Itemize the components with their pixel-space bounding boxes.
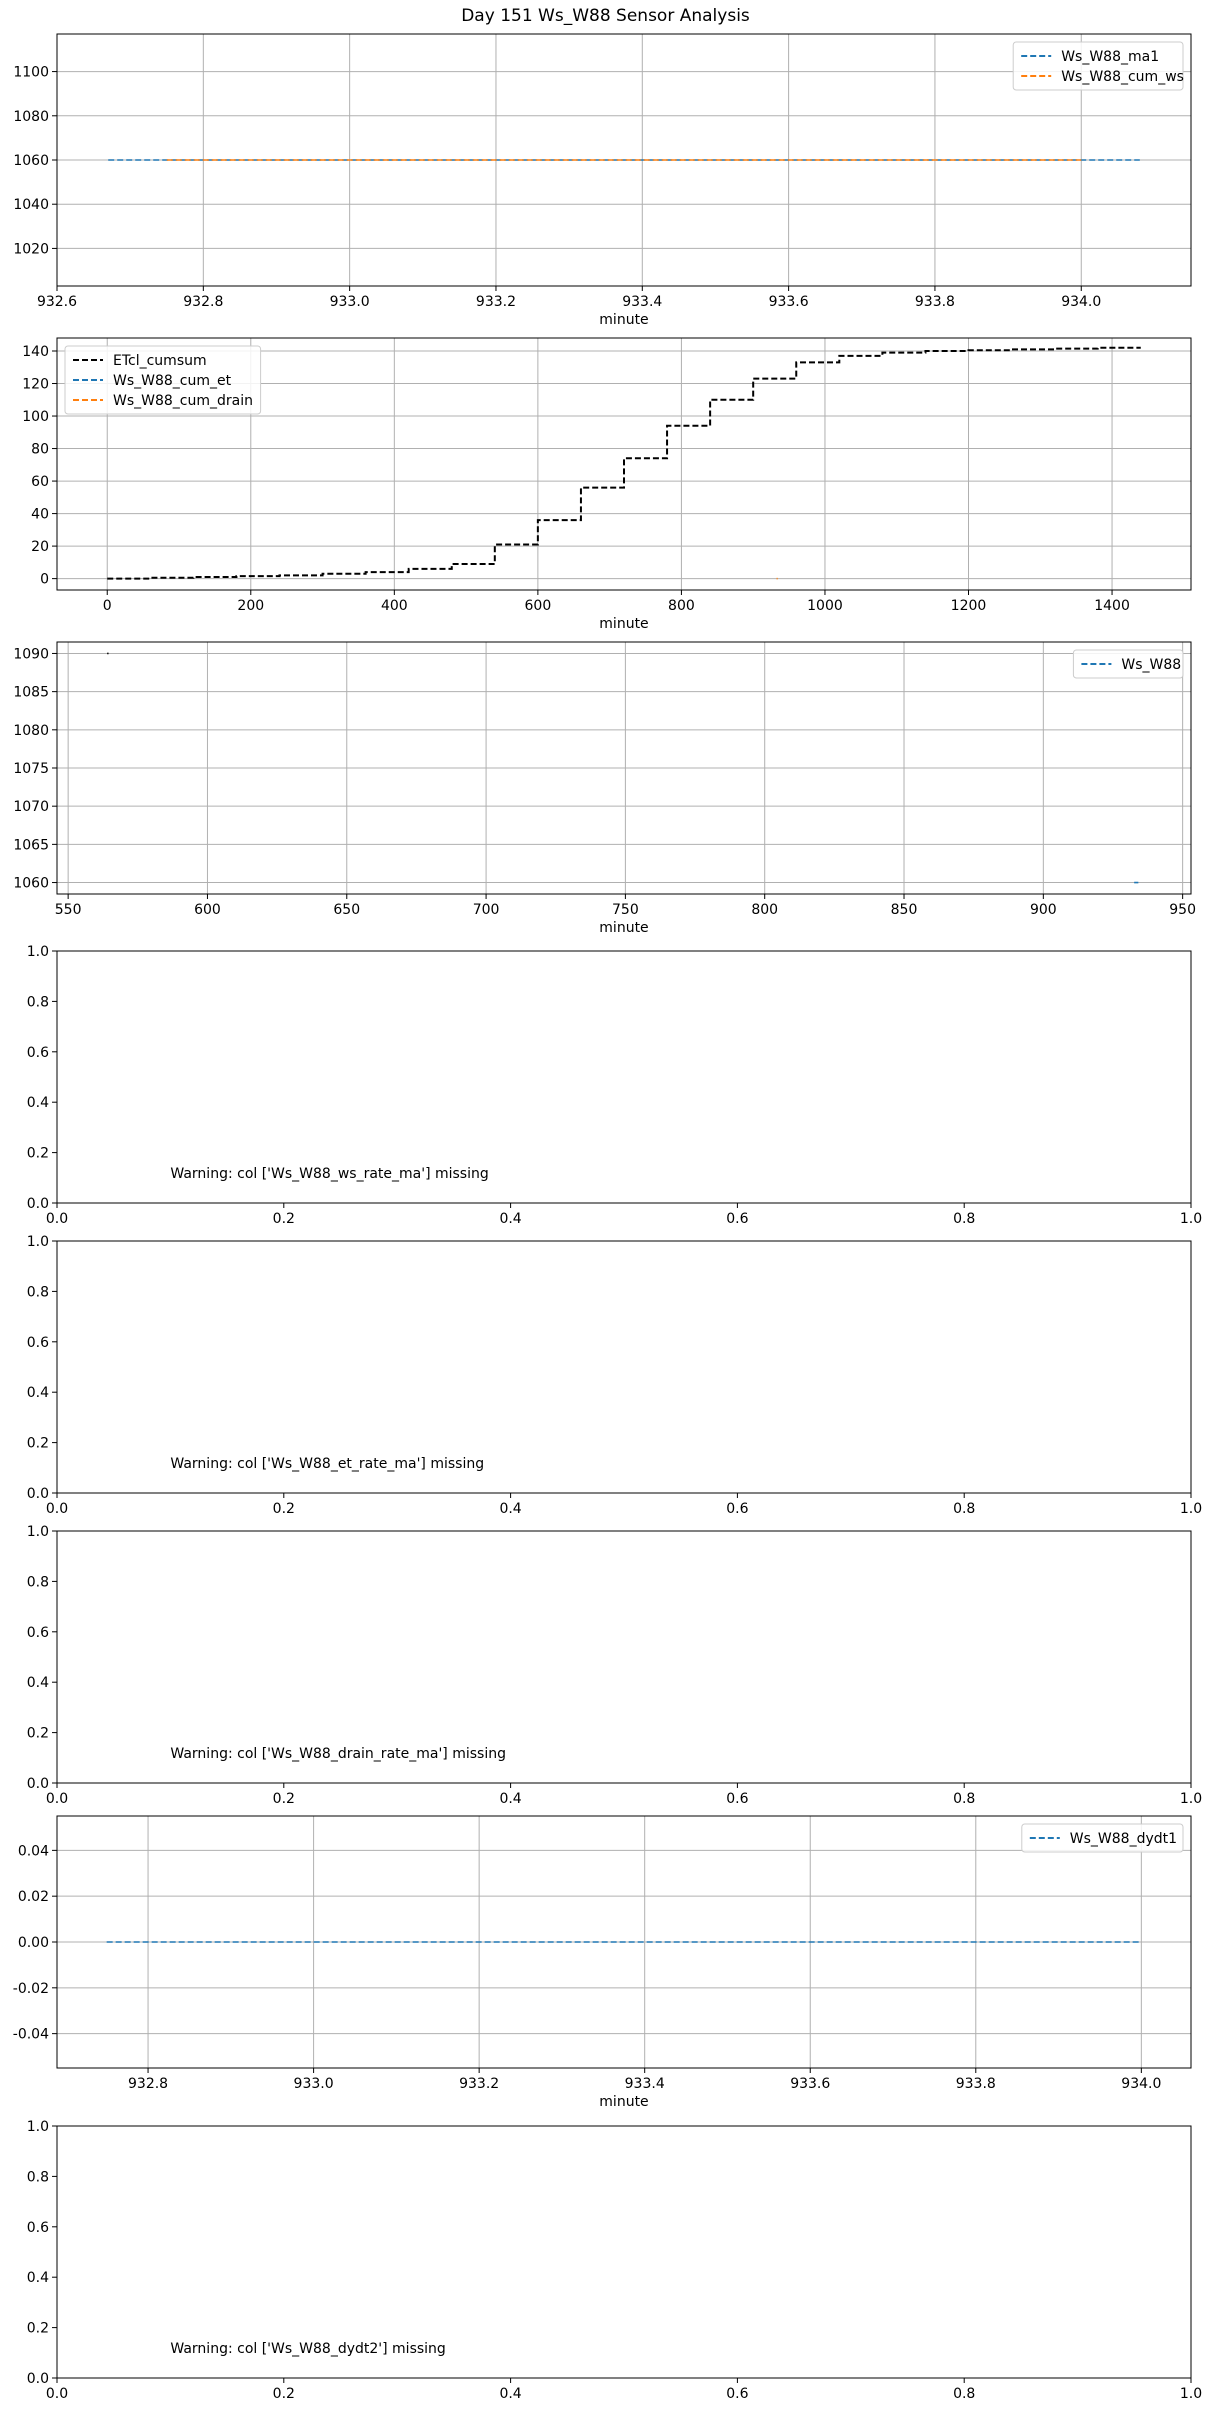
x-tick-label: 1400 bbox=[1094, 598, 1130, 614]
x-tick-label: 933.6 bbox=[790, 2076, 831, 2092]
x-tick-label: 800 bbox=[668, 598, 695, 614]
legend-label: Ws_W88_cum_drain bbox=[113, 393, 253, 409]
x-tick-label: 0.6 bbox=[726, 2386, 749, 2402]
y-tick-label: 0.00 bbox=[17, 1935, 49, 1951]
y-tick-label: 1020 bbox=[13, 241, 49, 258]
y-tick-label: 1080 bbox=[13, 108, 49, 125]
x-tick-label: 933.8 bbox=[914, 294, 955, 310]
x-tick-label: 933.2 bbox=[475, 294, 517, 310]
x-tick-label: 932.6 bbox=[36, 294, 78, 310]
x-tick-label: 0.6 bbox=[726, 1791, 749, 1807]
x-tick-label: 1.0 bbox=[1179, 1211, 1203, 1227]
y-tick-label: 0.0 bbox=[26, 1486, 49, 1502]
y-tick-label: 0.6 bbox=[26, 1334, 49, 1351]
x-tick-label: 0.0 bbox=[45, 1501, 69, 1517]
legend-label: ETcl_cumsum bbox=[113, 353, 207, 369]
x-tick-label: 933.2 bbox=[459, 2076, 500, 2092]
y-tick-label: 60 bbox=[31, 474, 49, 491]
x-tick-label: 600 bbox=[524, 598, 552, 614]
warning-annotation: Warning: col ['Ws_W88_dydt2'] missing bbox=[170, 2340, 446, 2357]
y-tick-label: 40 bbox=[31, 506, 49, 523]
series-line bbox=[107, 348, 1141, 579]
x-tick-label: 934.0 bbox=[1061, 294, 1102, 310]
x-tick-label: 0.0 bbox=[45, 1211, 69, 1227]
warning-annotation: Warning: col ['Ws_W88_drain_rate_ma'] missing bbox=[170, 1745, 507, 1762]
x-tick-label: 0.8 bbox=[953, 1501, 976, 1517]
x-tick-label: 933.0 bbox=[293, 2076, 334, 2092]
warning-annotation: Warning: col ['Ws_W88_et_rate_ma'] missing bbox=[170, 1455, 485, 1472]
x-tick-label: 0.2 bbox=[272, 1211, 295, 1227]
x-tick-label: 932.8 bbox=[183, 294, 224, 310]
legend-label: Ws_W88_cum_et bbox=[113, 373, 232, 389]
legend bbox=[1073, 650, 1183, 678]
x-tick-label: 850 bbox=[890, 902, 918, 918]
x-tick-label: 0 bbox=[102, 598, 112, 614]
y-tick-label: 0.6 bbox=[26, 1044, 49, 1061]
y-tick-label: 100 bbox=[22, 409, 49, 426]
y-tick-label: 0.8 bbox=[26, 2169, 49, 2186]
x-tick-label: 0.8 bbox=[953, 2386, 976, 2402]
y-tick-label: -0.02 bbox=[12, 1980, 49, 1997]
y-tick-label: 1070 bbox=[13, 799, 49, 816]
y-tick-label: 0.4 bbox=[26, 1385, 49, 1402]
x-tick-label: 933.8 bbox=[955, 2076, 996, 2092]
y-tick-label: 0.2 bbox=[26, 1725, 49, 1742]
y-tick-label: 1040 bbox=[13, 197, 49, 214]
legend-label: Ws_W88_ma1 bbox=[1061, 49, 1160, 65]
legend-label: Ws_W88 bbox=[1121, 657, 1182, 673]
y-tick-label: 0.4 bbox=[26, 2270, 49, 2287]
x-tick-label: 200 bbox=[237, 598, 265, 614]
y-tick-label: 1.0 bbox=[26, 1234, 49, 1250]
legend bbox=[1013, 42, 1184, 90]
y-tick-label: 1060 bbox=[13, 875, 49, 892]
x-tick-label: 0.2 bbox=[272, 1791, 295, 1807]
x-tick-label: 0.8 bbox=[953, 1211, 976, 1227]
y-tick-label: 1.0 bbox=[26, 2119, 49, 2135]
x-tick-label: 934.0 bbox=[1121, 2076, 1162, 2092]
x-tick-label: 0.2 bbox=[272, 2386, 295, 2402]
y-tick-label: 1100 bbox=[13, 64, 49, 81]
chart-panel-2 bbox=[22, 338, 1191, 632]
y-tick-label: 0.8 bbox=[26, 994, 49, 1011]
chart-panel-3 bbox=[13, 642, 1196, 936]
y-tick-label: 0.6 bbox=[26, 2219, 49, 2236]
x-tick-label: 933.0 bbox=[329, 294, 370, 310]
y-tick-label: 0.2 bbox=[26, 1435, 49, 1452]
y-tick-label: 120 bbox=[22, 376, 49, 393]
y-tick-label: 1.0 bbox=[26, 944, 49, 960]
y-tick-label: 1065 bbox=[13, 837, 49, 854]
y-tick-label: 1080 bbox=[13, 722, 49, 739]
x-tick-label: 0.2 bbox=[272, 1501, 295, 1517]
y-tick-label: 0.8 bbox=[26, 1574, 49, 1591]
y-tick-label: 140 bbox=[22, 344, 49, 361]
chart-panel-1 bbox=[13, 34, 1191, 328]
x-tick-label: 0.4 bbox=[499, 1211, 522, 1227]
x-tick-label: 550 bbox=[54, 902, 82, 918]
y-tick-label: 1090 bbox=[13, 646, 49, 663]
x-tick-label: 1.0 bbox=[1179, 1791, 1203, 1807]
chart-panel-4 bbox=[27, 944, 1202, 1227]
figure-title: Day 151 Ws_W88 Sensor Analysis bbox=[461, 6, 750, 26]
x-tick-label: 933.4 bbox=[622, 294, 663, 310]
x-tick-label: 1.0 bbox=[1179, 2386, 1203, 2402]
y-tick-label: 0.04 bbox=[17, 1843, 49, 1860]
x-tick-label: 0.4 bbox=[499, 1791, 522, 1807]
y-tick-label: 0.0 bbox=[26, 1776, 49, 1792]
x-tick-label: 0.6 bbox=[726, 1501, 749, 1517]
x-tick-label: 0.8 bbox=[953, 1791, 976, 1807]
legend bbox=[65, 346, 261, 414]
y-tick-label: 1085 bbox=[13, 684, 49, 701]
legend-label: Ws_W88_dydt1 bbox=[1069, 1831, 1178, 1847]
y-tick-label: 0 bbox=[40, 571, 49, 588]
warning-annotation: Warning: col ['Ws_W88_ws_rate_ma'] missing bbox=[170, 1165, 489, 1182]
x-tick-label: 1200 bbox=[950, 598, 987, 614]
x-axis-label: minute bbox=[599, 920, 649, 936]
x-tick-label: 900 bbox=[1029, 902, 1057, 918]
y-tick-label: 80 bbox=[31, 441, 49, 458]
x-axis-label: minute bbox=[599, 616, 649, 632]
x-axis-label: minute bbox=[599, 2094, 649, 2110]
x-tick-label: 0.4 bbox=[499, 2386, 522, 2402]
y-tick-label: 0.2 bbox=[26, 2320, 49, 2337]
y-tick-label: -0.04 bbox=[12, 2026, 49, 2043]
legend bbox=[1022, 1824, 1183, 1852]
x-tick-label: 933.4 bbox=[624, 2076, 665, 2092]
x-tick-label: 800 bbox=[751, 902, 779, 918]
chart-panel-5 bbox=[27, 1234, 1202, 1517]
y-tick-label: 0.2 bbox=[26, 1145, 49, 1162]
y-tick-label: 0.4 bbox=[26, 1095, 49, 1112]
y-tick-label: 1.0 bbox=[26, 1524, 49, 1540]
x-tick-label: 933.6 bbox=[768, 294, 809, 310]
x-tick-label: 750 bbox=[612, 902, 639, 918]
y-tick-label: 0.4 bbox=[26, 1675, 49, 1692]
y-tick-label: 0.6 bbox=[26, 1624, 49, 1641]
y-tick-label: 20 bbox=[31, 539, 49, 556]
x-tick-label: 600 bbox=[194, 902, 221, 918]
x-tick-label: 1.0 bbox=[1179, 1501, 1203, 1517]
y-tick-label: 0.02 bbox=[17, 1889, 49, 1906]
y-tick-label: 1060 bbox=[13, 153, 49, 169]
x-tick-label: 650 bbox=[333, 902, 361, 918]
legend-label: Ws_W88_cum_ws bbox=[1061, 69, 1184, 85]
x-tick-label: 400 bbox=[380, 598, 408, 614]
y-tick-label: 0.0 bbox=[26, 1196, 49, 1212]
x-tick-label: 0.4 bbox=[499, 1501, 522, 1517]
x-tick-label: 1000 bbox=[807, 598, 843, 614]
x-tick-label: 950 bbox=[1169, 902, 1197, 918]
y-tick-label: 0.8 bbox=[26, 1284, 49, 1301]
x-tick-label: 700 bbox=[472, 902, 500, 918]
chart-panel-7 bbox=[13, 1816, 1191, 2110]
x-tick-label: 0.6 bbox=[726, 1211, 749, 1227]
chart-panel-8 bbox=[27, 2119, 1202, 2402]
plot-area bbox=[107, 348, 1141, 579]
x-tick-label: 0.0 bbox=[45, 1791, 69, 1807]
x-tick-label: 932.8 bbox=[128, 2076, 169, 2092]
y-tick-label: 1075 bbox=[13, 761, 49, 777]
chart-panel-6 bbox=[27, 1524, 1202, 1807]
y-tick-label: 0.0 bbox=[26, 2371, 49, 2387]
x-axis-label: minute bbox=[599, 312, 649, 328]
x-tick-label: 0.0 bbox=[45, 2386, 69, 2402]
